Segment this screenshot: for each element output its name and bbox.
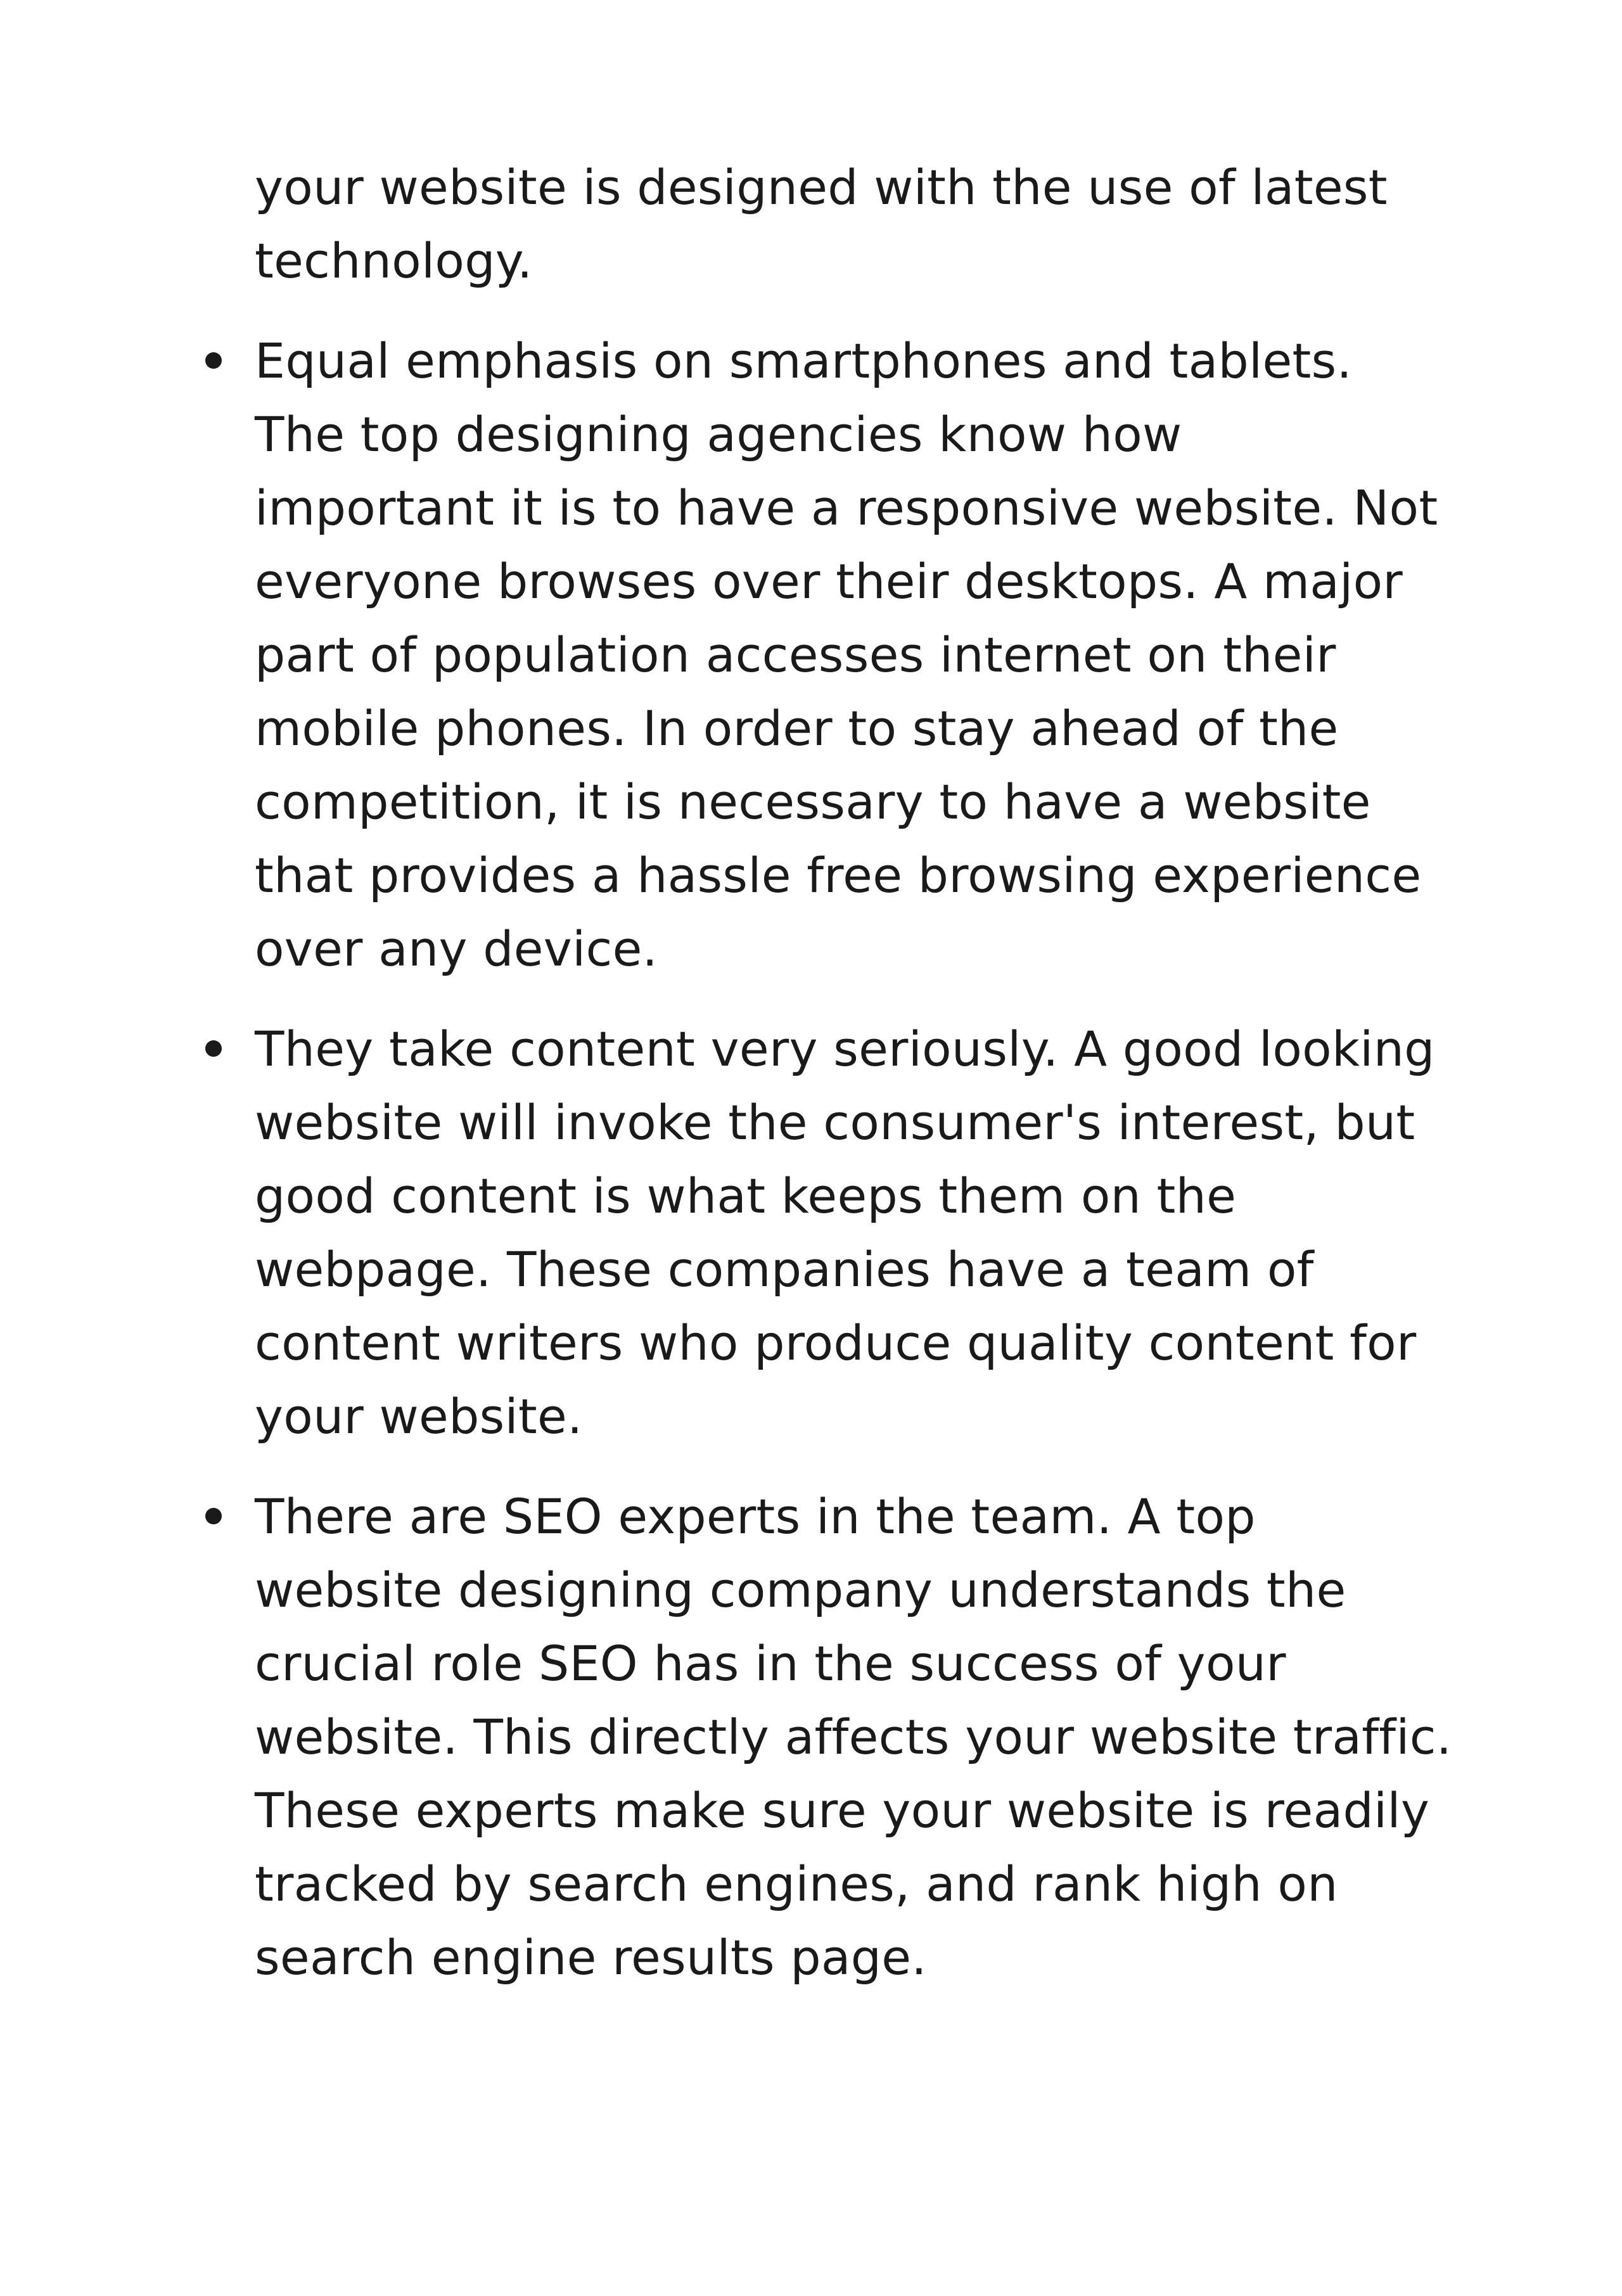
bullet-icon bbox=[205, 1508, 222, 1524]
list-item-text: They take content very seriously. A good looking website will invoke the consumer's interest, but good content is what keeps them on the webpage. These companies have a team of content writers who produce quality content for your website. bbox=[255, 1021, 1435, 1445]
list-item bbox=[255, 324, 1490, 986]
bullet-icon bbox=[205, 1040, 222, 1057]
bullet-icon bbox=[205, 352, 222, 369]
list-item-text: Equal emphasis on smartphones and tablets. The top designing agencies know how important it is to have a responsive website. Not everyone browses over their desktops. A major part of population accesses internet on their mobile phones. In order to stay ahead of the competition, it is necessary to have a website that provides a hassle free browsing experience over any device. bbox=[255, 333, 1438, 977]
bullet-list bbox=[255, 324, 1490, 1994]
list-item bbox=[255, 1012, 1490, 1453]
list-item-text: There are SEO experts in the team. A top website designing company understands the crucial role SEO has in the success of your website. This directly affects your website traffic. These experts make sure your website is readily tracked by search engines, and rank high on search engine results page. bbox=[255, 1488, 1452, 1986]
document-body bbox=[255, 151, 1490, 1994]
continued-paragraph: your website is designed with the use of latest technology. bbox=[255, 159, 1388, 289]
list-item bbox=[255, 1480, 1490, 1994]
